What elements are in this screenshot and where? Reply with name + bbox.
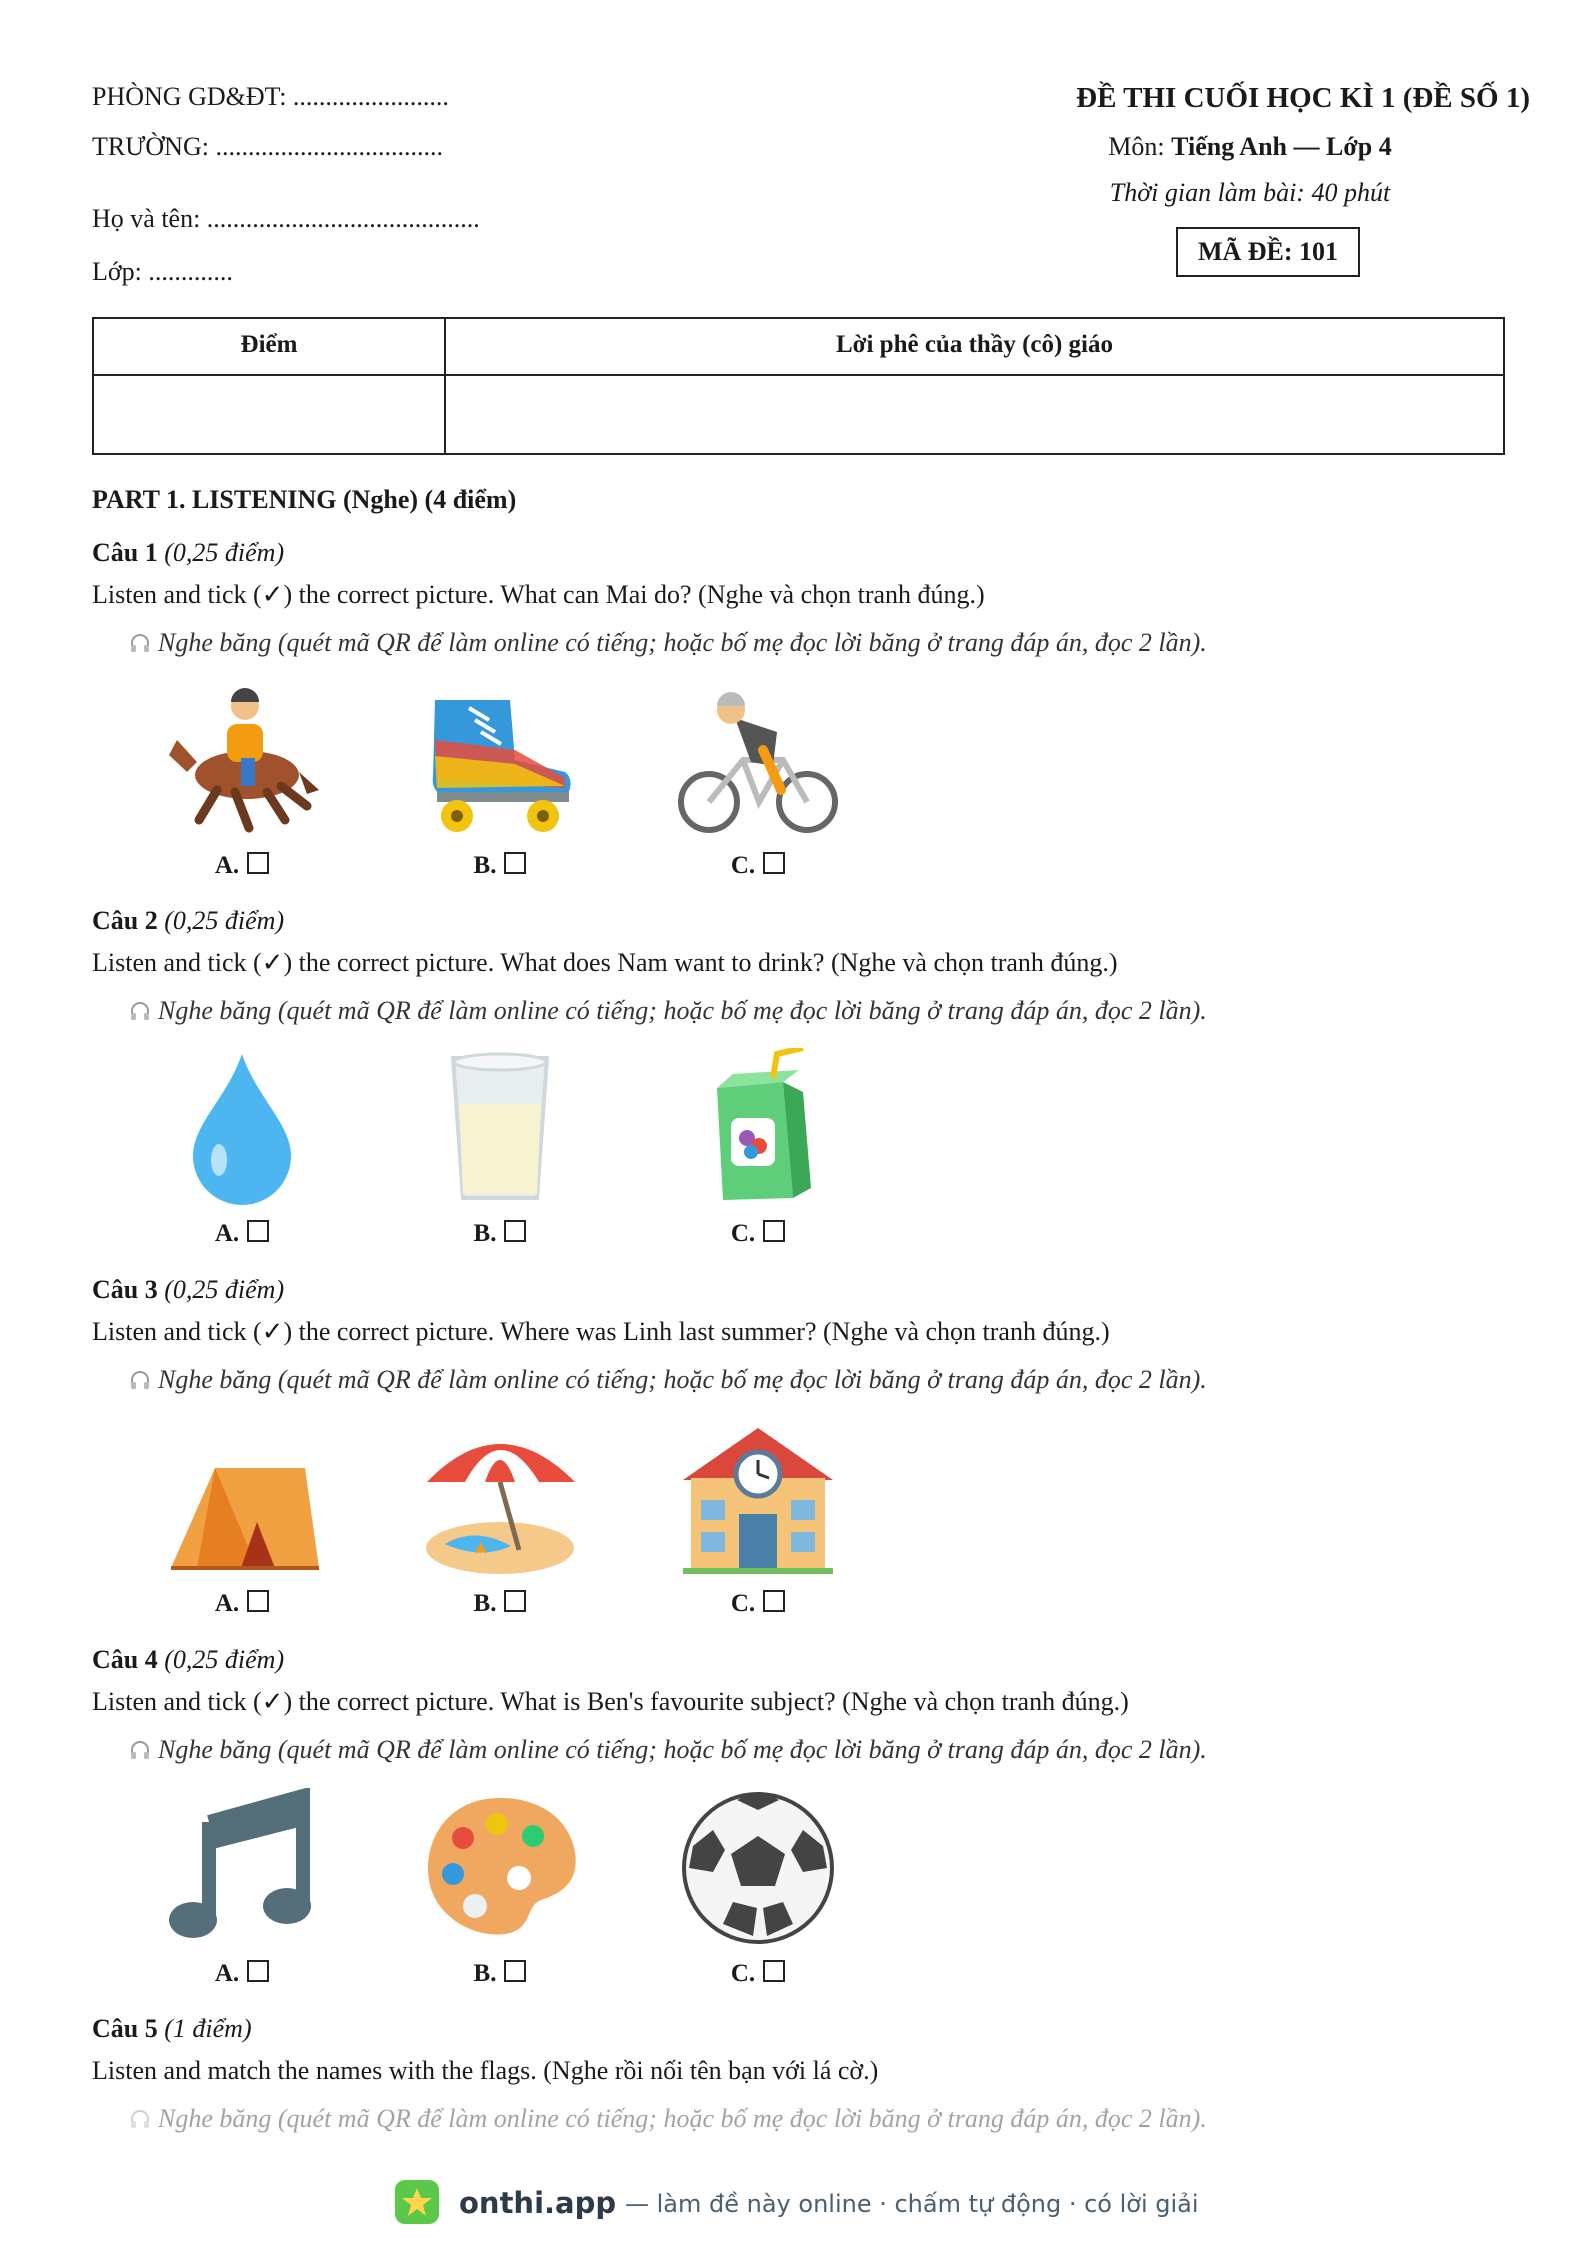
checkbox[interactable] <box>247 1220 269 1242</box>
question-1-prompt: Listen and tick (✓) the correct picture. What can Mai do? (Nghe và chọn tranh đúng.) <box>92 580 985 609</box>
question-2-audio-note <box>128 996 1207 1026</box>
option-c[interactable] <box>668 1788 848 1987</box>
headphones-icon <box>128 631 152 655</box>
question-number: Câu 4 <box>92 1645 158 1674</box>
checkbox[interactable] <box>247 1960 269 1982</box>
cycling-icon <box>673 680 843 840</box>
option-a[interactable] <box>152 680 332 879</box>
question-5-audio-note <box>128 2104 1207 2134</box>
question-3-audio-note <box>128 1365 1207 1395</box>
headphones-icon <box>128 999 152 1023</box>
roller-skate-icon <box>415 680 585 840</box>
beach-umbrella-icon <box>415 1418 585 1578</box>
question-1-audio-note <box>128 628 1207 658</box>
exam-code: MÃ ĐỀ: 101 <box>1176 227 1360 277</box>
headphones-icon <box>128 2107 152 2131</box>
checkbox[interactable] <box>504 1960 526 1982</box>
school-line: TRƯỜNG: ................................... <box>92 132 443 161</box>
option-a[interactable] <box>152 1048 332 1247</box>
option-label: A. <box>152 1590 332 1618</box>
subject-value: Tiếng Anh — Lớp 4 <box>1171 132 1392 161</box>
art-palette-icon <box>415 1788 585 1948</box>
brand-tagline: — làm đề này online · chấm tự động · có lời giải <box>625 2190 1199 2218</box>
option-c[interactable] <box>668 1048 848 1247</box>
question-4-audio-note <box>128 1735 1207 1765</box>
checkbox[interactable] <box>504 852 526 874</box>
checkbox[interactable] <box>763 1220 785 1242</box>
option-label: B. <box>410 1590 590 1618</box>
score-table <box>92 317 1505 455</box>
music-note-icon <box>157 1788 327 1948</box>
option-b[interactable] <box>410 1788 590 1987</box>
option-label: C. <box>668 1590 848 1618</box>
exam-subject <box>1010 132 1490 162</box>
option-a[interactable] <box>152 1418 332 1617</box>
option-label: C. <box>668 1220 848 1248</box>
brand-name[interactable]: onthi.app <box>459 2186 617 2220</box>
option-c[interactable] <box>668 1418 848 1617</box>
audio-note-text: Nghe băng (quét mã QR để làm online có tiếng; hoặc bố mẹ đọc lời băng ở trang đáp án, đọc 2 lần). <box>158 628 1207 657</box>
question-points: (0,25 điểm) <box>164 1275 285 1304</box>
question-4-head <box>92 1645 284 1675</box>
question-points: (0,25 điểm) <box>164 906 285 935</box>
checkbox[interactable] <box>247 852 269 874</box>
question-number: Câu 3 <box>92 1275 158 1304</box>
audio-note-text: Nghe băng (quét mã QR để làm online có tiếng; hoặc bố mẹ đọc lời băng ở trang đáp án, đọc 2 lần). <box>158 996 1207 1025</box>
question-3-prompt: Listen and tick (✓) the correct picture. Where was Linh last summer? (Nghe và chọn tranh đúng.) <box>92 1317 1110 1346</box>
question-points: (0,25 điểm) <box>164 538 285 567</box>
water-drop-icon <box>157 1048 327 1208</box>
department-line: PHÒNG GD&ĐT: ........................ <box>92 82 449 111</box>
school-icon <box>673 1418 843 1578</box>
audio-note-text: Nghe băng (quét mã QR để làm online có tiếng; hoặc bố mẹ đọc lời băng ở trang đáp án, đọc 2 lần). <box>158 1365 1207 1394</box>
option-label: A. <box>152 1960 332 1988</box>
option-b[interactable] <box>410 680 590 879</box>
score-header: Điểm <box>240 331 298 358</box>
option-label: A. <box>152 852 332 880</box>
headphones-icon <box>128 1738 152 1762</box>
horse-riding-icon <box>157 680 327 840</box>
checkbox[interactable] <box>504 1220 526 1242</box>
option-b[interactable] <box>410 1048 590 1247</box>
checkbox[interactable] <box>247 1590 269 1612</box>
question-number: Câu 1 <box>92 538 158 567</box>
option-label: B. <box>410 852 590 880</box>
option-c[interactable] <box>668 680 848 879</box>
question-5-prompt: Listen and match the names with the flags. (Nghe rồi nối tên bạn với lá cờ.) <box>92 2056 879 2085</box>
option-b[interactable] <box>410 1418 590 1617</box>
question-2-prompt: Listen and tick (✓) the correct picture. What does Nam want to drink? (Nghe và chọn tranh đúng.) <box>92 948 1118 977</box>
checkbox[interactable] <box>763 852 785 874</box>
checkbox[interactable] <box>763 1590 785 1612</box>
name-line: Họ và tên: .......................................... <box>92 204 480 233</box>
question-3-head <box>92 1275 284 1305</box>
question-points: (0,25 điểm) <box>164 1645 285 1674</box>
option-label: A. <box>152 1220 332 1248</box>
audio-note-text: Nghe băng (quét mã QR để làm online có tiếng; hoặc bố mẹ đọc lời băng ở trang đáp án, đọc 2 lần). <box>158 2104 1207 2133</box>
checkbox[interactable] <box>763 1960 785 1982</box>
question-number: Câu 2 <box>92 906 158 935</box>
juice-box-icon <box>673 1048 843 1208</box>
soccer-ball-icon <box>673 1788 843 1948</box>
exam-title: ĐỀ THI CUỐI HỌC KÌ 1 (ĐỀ SỐ 1) <box>1076 82 1530 114</box>
question-2-head <box>92 906 284 936</box>
question-4-prompt: Listen and tick (✓) the correct picture. What is Ben's favourite subject? (Nghe và chọn tranh đúng.) <box>92 1687 1129 1716</box>
subject-label: Môn: <box>1108 132 1172 161</box>
onthi-logo-icon <box>395 2180 439 2224</box>
part1-title: PART 1. LISTENING (Nghe) (4 điểm) <box>92 485 517 514</box>
option-label: C. <box>668 1960 848 1988</box>
footer-banner[interactable] <box>395 2180 1235 2226</box>
question-points: (1 điểm) <box>164 2014 252 2043</box>
question-5-head <box>92 2014 252 2044</box>
question-number: Câu 5 <box>92 2014 158 2043</box>
headphones-icon <box>128 1368 152 1392</box>
checkbox[interactable] <box>504 1590 526 1612</box>
table-divider-horizontal <box>94 374 1503 376</box>
option-label: C. <box>668 852 848 880</box>
question-1-head <box>92 538 284 568</box>
audio-note-text: Nghe băng (quét mã QR để làm online có tiếng; hoặc bố mẹ đọc lời băng ở trang đáp án, đọc 2 lần). <box>158 1735 1207 1764</box>
exam-time: Thời gian làm bài: 40 phút <box>1109 178 1391 207</box>
option-label: B. <box>410 1960 590 1988</box>
option-label: B. <box>410 1220 590 1248</box>
glass-of-milk-icon <box>415 1048 585 1208</box>
comment-header: Lời phê của thầy (cô) giáo <box>835 331 1114 358</box>
tent-icon <box>157 1418 327 1578</box>
class-line: Lớp: ............. <box>92 257 233 286</box>
option-a[interactable] <box>152 1788 332 1987</box>
